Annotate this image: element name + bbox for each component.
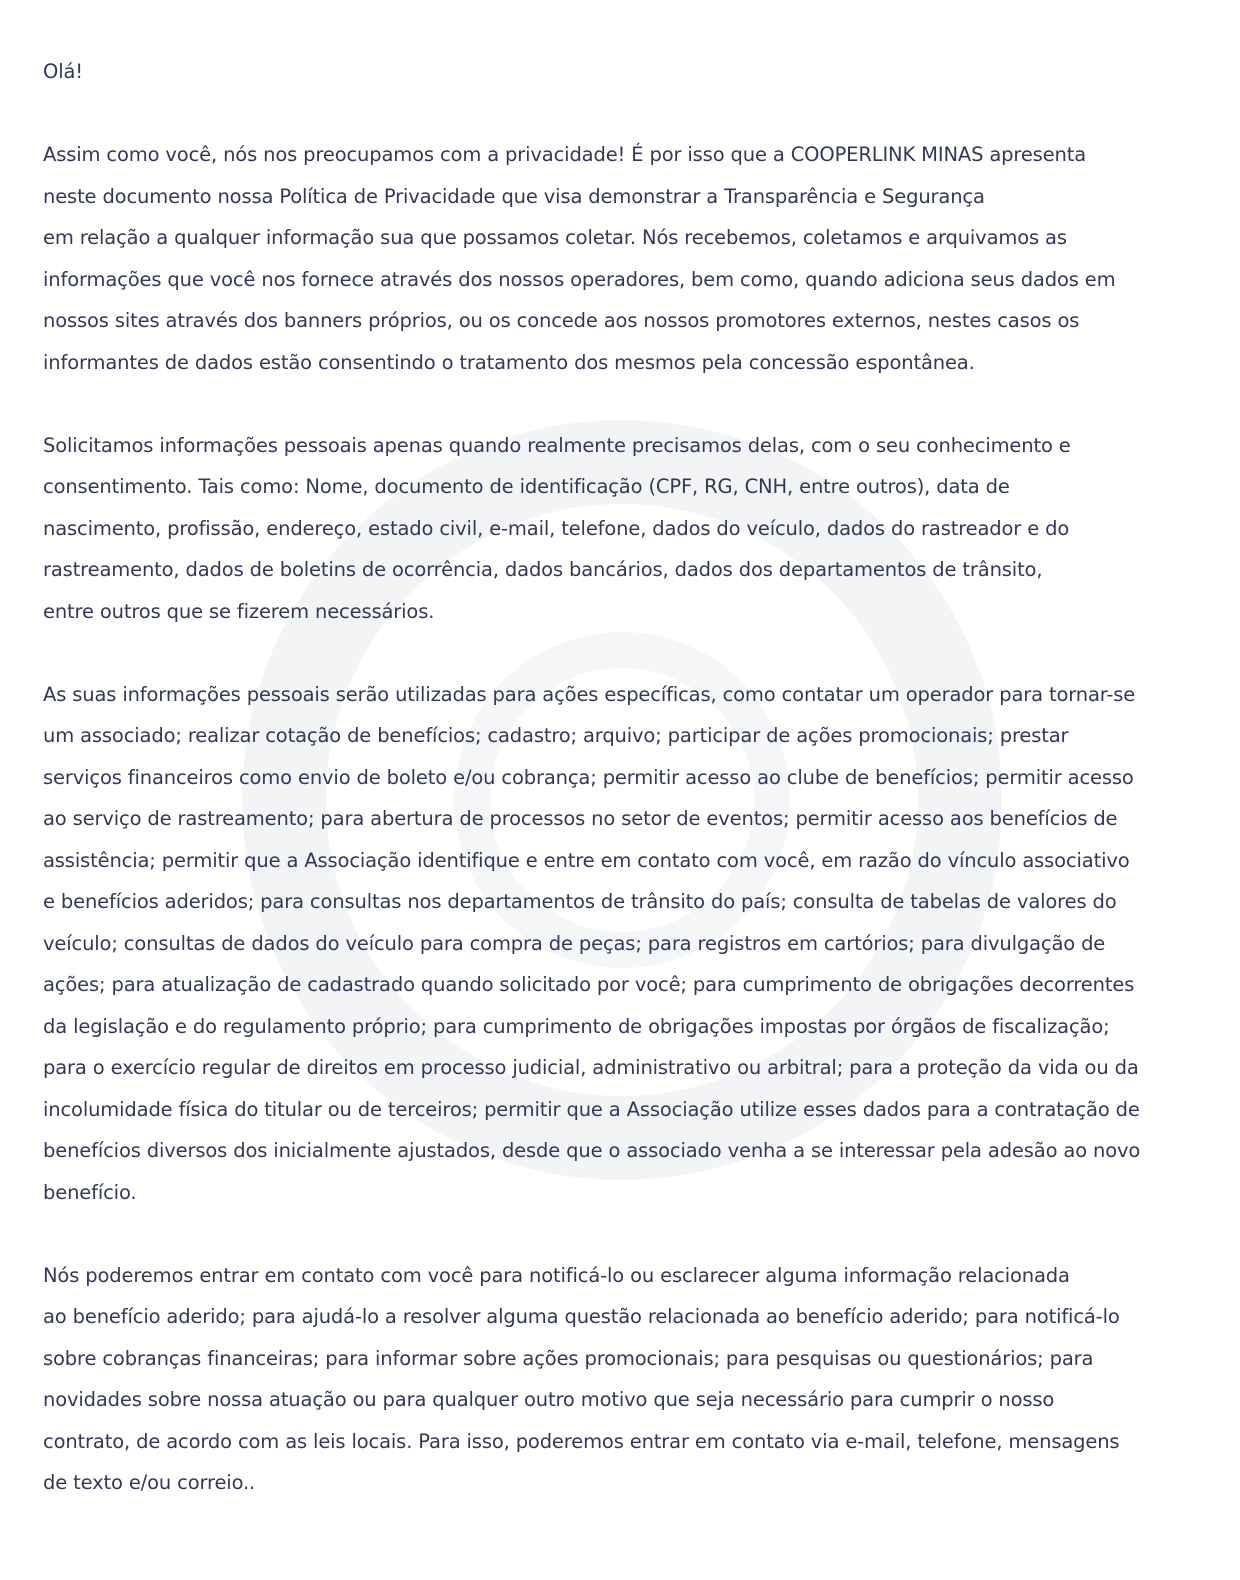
- paragraph-contact: [43, 1255, 1204, 1504]
- text-line: ao benefício aderido; para ajudá-lo a resolver alguma questão relacionada ao benefício aderido; para notificá-lo: [43, 1305, 1120, 1328]
- text-line: da legislação e do regulamento próprio; para cumprimento de obrigações impostas por órgãos de fiscalização;: [43, 1014, 1110, 1038]
- text-line: Nós poderemos entrar em contato com você para notificá-lo ou esclarecer alguma informação relacionada: [43, 1263, 1070, 1287]
- text-line: benefícios diversos dos inicialmente ajustados, desde que o associado venha a se interessar pela adesão ao novo: [43, 1139, 1141, 1162]
- text-line: em relação a qualquer informação sua que possamos coletar. Nós recebemos, coletamos e arquivamos as: [43, 226, 1067, 249]
- text-line: rastreamento, dados de boletins de ocorrência, dados bancários, dados dos departamentos de trânsito,: [43, 558, 1043, 581]
- text-line: serviços financeiros como envio de boleto e/ou cobrança; permitir acesso ao clube de benefícios; permitir acesso: [43, 765, 1134, 789]
- text-line: informantes de dados estão consentindo o tratamento dos mesmos pela concessão espontânea.: [43, 350, 975, 374]
- text-line: consentimento. Tais como: Nome, documento de identificação (CPF, RG, CNH, entre outros), data de: [43, 475, 1010, 498]
- paragraph-data-usage: [43, 674, 1204, 1214]
- greeting: [43, 51, 1204, 93]
- text-line: um associado; realizar cotação de benefícios; cadastro; arquivo; participar de ações promocionais; prestar: [43, 724, 1069, 747]
- text-line: para o exercício regular de direitos em processo judicial, administrativo ou arbitral; para a proteção da vida ou da: [43, 1056, 1139, 1079]
- text-line: benefício.: [43, 1180, 137, 1204]
- text-line: Assim como você, nós nos preocupamos com a privacidade! É por isso que a COOPERLINK MINAS apresenta: [43, 143, 1087, 166]
- paragraph-data-requested: [43, 425, 1204, 633]
- text-line: entre outros que se fizerem necessários.: [43, 599, 435, 623]
- text-line: neste documento nossa Política de Privacidade que visa demonstrar a Transparência e Segurança: [43, 184, 985, 208]
- text-line: informações que você nos fornece através dos nossos operadores, bem como, quando adiciona seus dados em: [43, 267, 1116, 291]
- text-line: sobre cobranças financeiras; para informar sobre ações promocionais; para pesquisas ou questionários; para: [43, 1346, 1094, 1370]
- text-line: ações; para atualização de cadastrado quando solicitado por você; para cumprimento de obrigações decorrentes: [43, 973, 1135, 996]
- text-line: As suas informações pessoais serão utilizadas para ações específicas, como contatar um operador para tornar-se: [43, 682, 1136, 706]
- text-line: ao serviço de rastreamento; para abertura de processos no setor de eventos; permitir acesso aos benefícios de: [43, 807, 1118, 830]
- text-line: nascimento, profissão, endereço, estado civil, e-mail, telefone, dados do veículo, dados do rastreador e do: [43, 516, 1070, 540]
- text-line: incolumidade física do titular ou de terceiros; permitir que a Associação utilize esses dados para a contratação de: [43, 1097, 1140, 1121]
- text-line: nossos sites através dos banners próprios, ou os concede aos nossos promotores externos, nestes casos os: [43, 309, 1080, 332]
- paragraph-intro: [43, 134, 1204, 383]
- greeting-text: Olá!: [43, 60, 83, 83]
- text-line: e benefícios aderidos; para consultas nos departamentos de trânsito do país; consulta de tabelas de valores do: [43, 890, 1117, 913]
- text-line: de texto e/ou correio..: [43, 1471, 256, 1494]
- text-line: contrato, de acordo com as leis locais. Para isso, poderemos entrar em contato via e-mail, telefone, mensagens: [43, 1429, 1120, 1453]
- text-line: veículo; consultas de dados do veículo para compra de peças; para registros em cartórios; para divulgação de: [43, 931, 1106, 955]
- text-line: assistência; permitir que a Associação identifique e entre em contato com você, em razão do vínculo associativo: [43, 848, 1130, 872]
- text-line: Solicitamos informações pessoais apenas quando realmente precisamos delas, com o seu conhecimento e: [43, 433, 1071, 457]
- text-line: novidades sobre nossa atuação ou para qualquer outro motivo que seja necessário para cumprir o nosso: [43, 1388, 1055, 1411]
